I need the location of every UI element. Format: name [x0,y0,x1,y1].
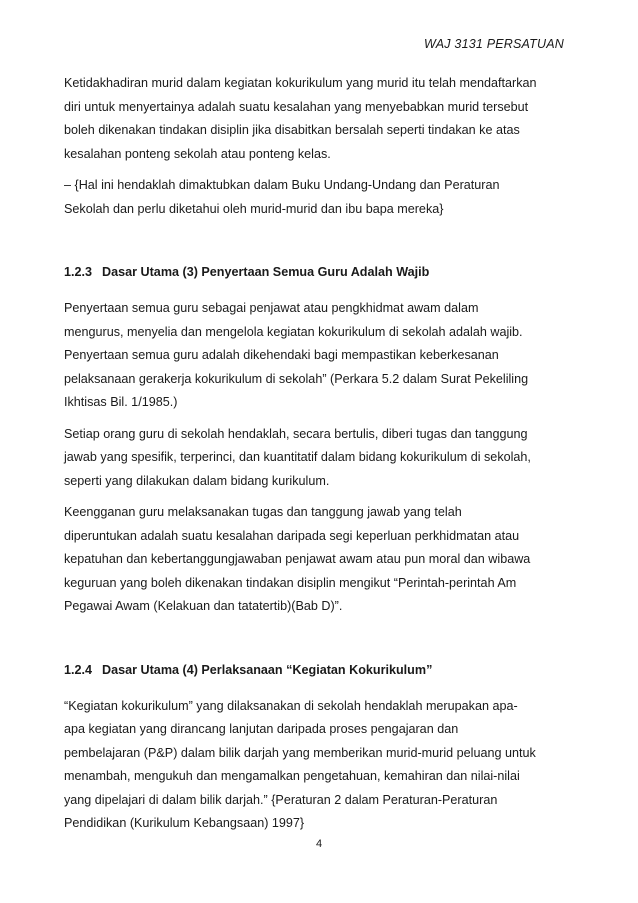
paragraph-line: diri untuk menyertainya adalah suatu kesalahan yang menyebabkan murid tersebut [64,99,529,114]
page-number: 4 [315,838,323,850]
document-body [64,72,574,844]
section-spacer [64,229,574,265]
section-heading [64,663,574,677]
paragraph-line: – {Hal ini hendaklah dimaktubkan dalam Buku Undang-Undang dan Peraturan [64,178,500,192]
paragraph-line: Sekolah dan perlu diketahui oleh murid-murid dan ibu bapa mereka} [64,201,444,216]
paragraph [64,423,574,494]
paragraph-line: Setiap orang guru di sekolah hendaklah, secara bertulis, diberi tugas dan tanggung [64,426,528,441]
section-title: Dasar Utama (4) Perlaksanaan “Kegiatan Kokurikulum” [102,662,433,677]
paragraph-line: pelaksanaan gerakerja kokurikulum di sekolah” (Perkara 5.2 dalam Surat Pekeliling [64,371,529,386]
paragraph-line: Ketidakhadiran murid dalam kegiatan kokurikulum yang murid itu telah mendaftarkan [64,76,537,90]
paragraph-line: menambah, mengukuh dan mengamalkan pengetahuan, kemahiran dan nilai-nilai [64,769,520,783]
paragraph [64,297,574,415]
paragraph-line: seperti yang dilakukan dalam bidang kurikulum. [64,473,330,488]
paragraph-line: kepatuhan dan kebertanggungjawaban penjawat awam atau pun moral dan wibawa [64,552,531,566]
paragraph-line: “Kegiatan kokurikulum” yang dilaksanakan di sekolah hendaklah merupakan apa- [64,698,518,713]
paragraph-line: keguruan yang boleh dikenakan tindakan disiplin mengikut “Perintah-perintah Am [64,575,517,590]
section-number: 1.2.3 [64,265,93,279]
paragraph-line: Penyertaan semua guru sebagai penjawat atau pengkhidmat awam dalam [64,301,479,315]
paragraph-line: kesalahan ponteng sekolah atau ponteng kelas. [64,146,331,161]
paragraph-line: mengurus, menyelia dan mengelola kegiatan kokurikulum di sekolah adalah wajib. [64,324,523,339]
section-spacer [64,627,574,663]
paragraph [64,174,574,221]
paragraph-line: Pegawai Awam (Kelakuan dan tatatertib)(Bab D)”. [64,599,343,613]
section-title: Dasar Utama (3) Penyertaan Semua Guru Adalah Wajib [102,265,430,279]
paragraph [64,695,574,836]
paragraph-line: Pendidikan (Kurikulum Kebangsaan) 1997} [64,816,305,830]
section-heading [64,265,574,279]
paragraph-line: Keengganan guru melaksanakan tugas dan tanggung jawab yang telah [64,505,462,519]
paragraph-line: diperuntukan adalah suatu kesalahan daripada segi keperluan perkhidmatan atau [64,528,520,543]
paragraph-line: apa kegiatan yang dirancang lanjutan daripada proses pengajaran dan [64,722,459,736]
paragraph-line: jawab yang spesifik, terperinci, dan kuantitatif dalam bidang kokurikulum di sekolah, [64,450,531,464]
paragraph-line: Penyertaan semua guru adalah dikehendaki bagi mempastikan keberkesanan [64,348,499,362]
section-number: 1.2.4 [64,662,93,677]
paragraph-line: yang dipelajari di dalam bilik darjah.” {Peraturan 2 dalam Peraturan-Peraturan [64,792,498,807]
paragraph [64,501,574,619]
paragraph-line: Ikhtisas Bil. 1/1985.) [64,395,178,409]
paragraph-line: pembelajaran (P&P) dalam bilik darjah yang memberikan murid-murid peluang untuk [64,745,536,760]
paragraph-line: boleh dikenakan tindakan disiplin jika disabitkan bersalah seperti tindakan ke atas [64,123,520,137]
running-header: WAJ 3131 PERSATUAN [424,37,564,51]
paragraph [64,72,574,166]
